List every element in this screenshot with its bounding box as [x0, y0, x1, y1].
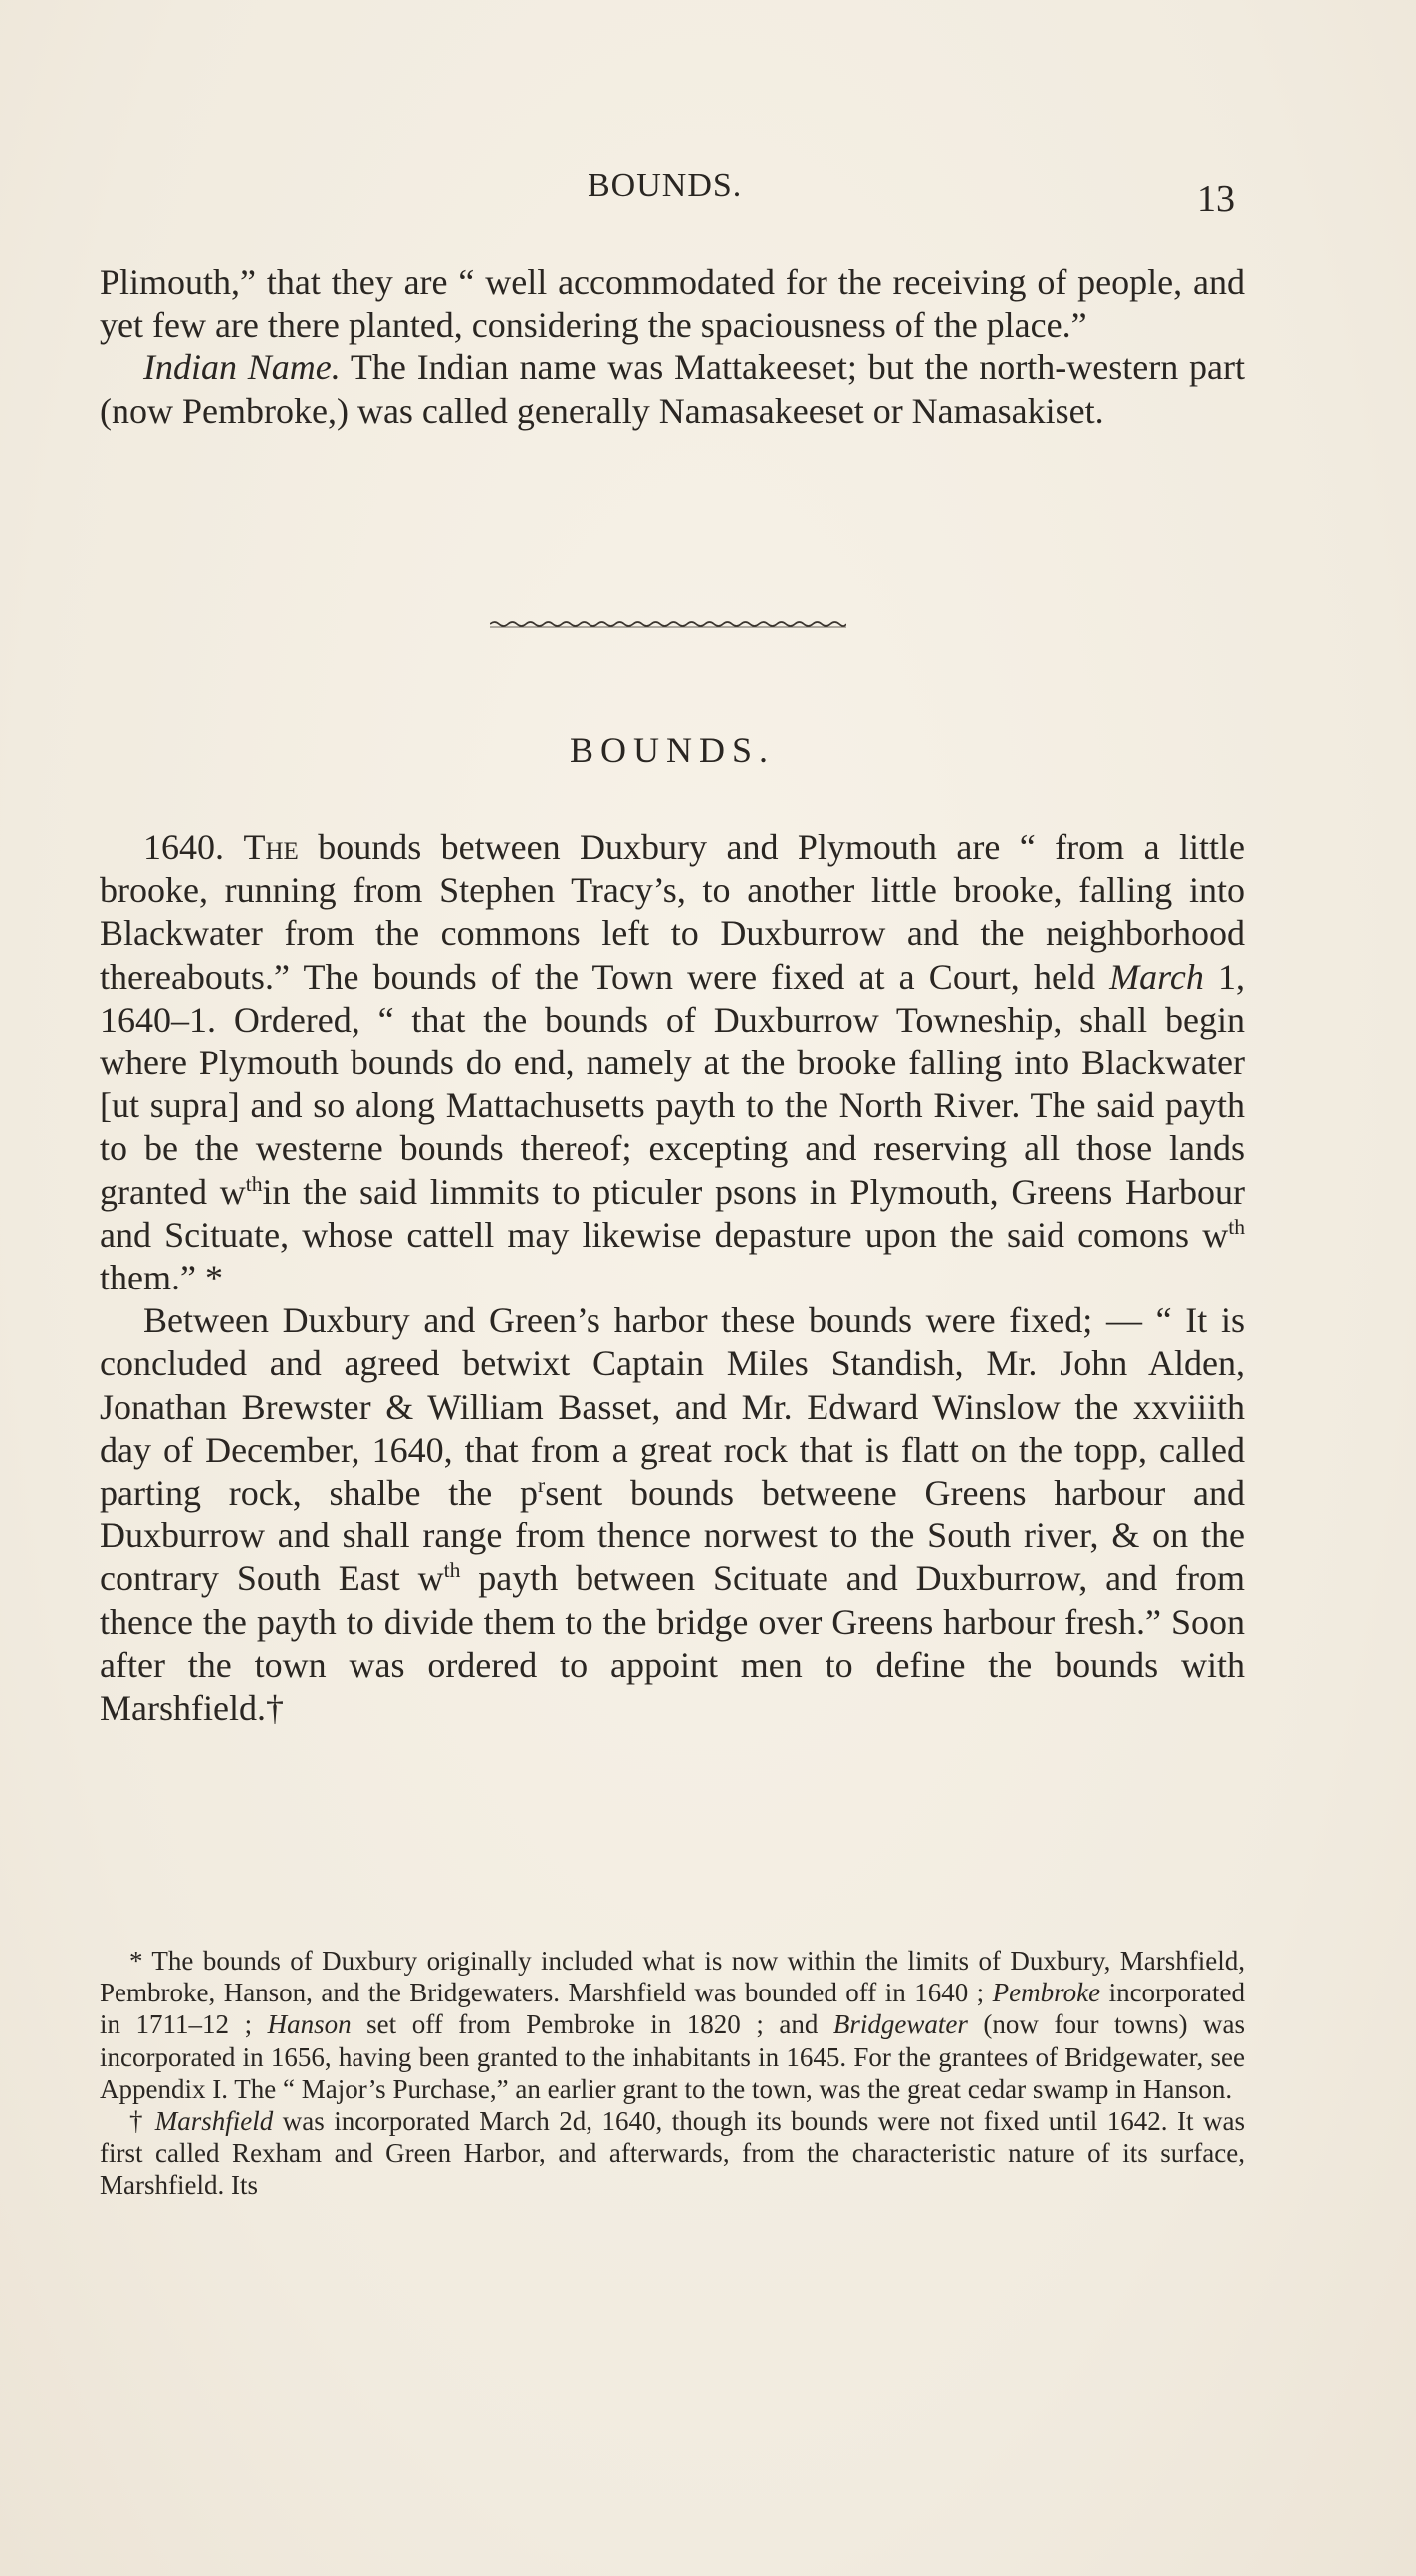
text-run: bounds between Duxbury and Plymouth are “ from a little brooke, running from Stephen Tracy’s, to another little brooke, falling into Blackwater from the commons left to Duxburrow and the neighborhood thereabouts.” The bounds of the Town were fixed at a Court, held [100, 827, 1246, 997]
superscript: r [538, 1473, 546, 1498]
section-title: BOUNDS. [569, 730, 776, 770]
text-run: them.” * [100, 1258, 223, 1298]
indian-name-paragraph [100, 347, 1245, 432]
running-title: BOUNDS. [588, 167, 743, 204]
indian-name-text: The Indian name was Mattakeeset; but the north-western part (now Pembroke,) was called generally Namasakeeset or Namasakiset. [100, 348, 1245, 431]
main-text [100, 826, 1245, 1730]
text-run: * The bounds of Duxbury originally included what is now within the limits of Duxbury, Marshfield, Pembroke, Hanson, and the Bridgewaters. Marshfield was bounded off in 1640 ; [100, 1946, 1245, 2008]
indian-name-label: Indian Name. [143, 348, 341, 388]
intro-quote: Plimouth,” that they are “ well accommodated for the receiving of people, and yet few are there planted, considering the spaciousness of the place.” [100, 262, 1245, 346]
date-italic: March [1109, 956, 1204, 997]
text-run: † [129, 2106, 155, 2137]
footnotes [100, 1945, 1245, 2202]
year-label: 1640. [143, 827, 224, 867]
ornamental-rule [490, 617, 846, 631]
text-run: (now four towns) was incorporated in 1656, having been granted to the inhabitants in 1645. For the grantees of Bridgewater, see Appendix I. The “ Major’s Purchase,” an earlier grant to the town, was the great cedar swamp in Hanson. [100, 2009, 1245, 2104]
running-head [100, 167, 1245, 227]
bounds-paragraph-1640 [100, 826, 1245, 1299]
text-run: sent bounds betweene Greens harbour and Duxburrow and shall range from thence norwest to the South river, & on the contrary South East w [100, 1473, 1245, 1599]
superscript: th [1228, 1214, 1245, 1239]
italic-place: Pembroke [992, 1978, 1101, 2008]
text-run: Between Duxbury and Green’s harbor these bounds were fixed; — “ It is concluded and agreed betwixt Captain Miles Standish, Mr. John Alden, Jonathan Brewster & William Basset, and Mr. Edward Winslow the xxviiith day of December, 1640, that from a great rock that is flatt on the topp, called parting rock, shalbe the p [100, 1300, 1245, 1514]
greens-harbor-paragraph [100, 1299, 1245, 1730]
text-run: 1, 1640–1. Ordered, “ that the bounds of Duxburrow Towneship, shall begin where Plymouth bounds do end, namely at the brooke falling into Blackwater [ut supra] and so along Mattachusetts payth to the North River. The said payth to be the westerne bounds thereof; excepting and reserving all those lands granted w [100, 956, 1246, 1212]
italic-place: Hanson [267, 2009, 352, 2040]
italic-place: Bridgewater [832, 2009, 968, 2040]
text-run: set off from Pembroke in 1820 ; and [351, 2009, 833, 2040]
text-run: payth between Scituate and Duxburrow, and from thence the payth to divide them to the bridge over Greens harbour fresh.” Soon after the town was ordered to appoint men to define the bounds with Marshfield.† [100, 1558, 1246, 1729]
text-run: incorporated in 1711–12 ; [100, 1978, 1246, 2040]
superscript: th [443, 1558, 461, 1583]
superscript: th [245, 1171, 263, 1196]
lead-word: The [243, 827, 299, 867]
italic-place: Marshfield [154, 2106, 274, 2137]
footnote-dagger [100, 2105, 1245, 2202]
text-run: was incorporated March 2d, 1640, though its bounds were not fixed until 1642. It was first called Rexham and Green Harbor, and afterwards, from the characteristic nature of its surface, Marshfield. Its [100, 2106, 1246, 2201]
page-number: 13 [1197, 178, 1235, 220]
text-run: in the said limmits to pticuler psons in Plymouth, Greens Harbour and Scituate, whose cattell may likewise depasture upon the said comons w [100, 1171, 1246, 1255]
intro-text [100, 261, 1245, 433]
intro-paragraph [100, 261, 1245, 347]
footnote-asterisk [100, 1945, 1245, 2105]
